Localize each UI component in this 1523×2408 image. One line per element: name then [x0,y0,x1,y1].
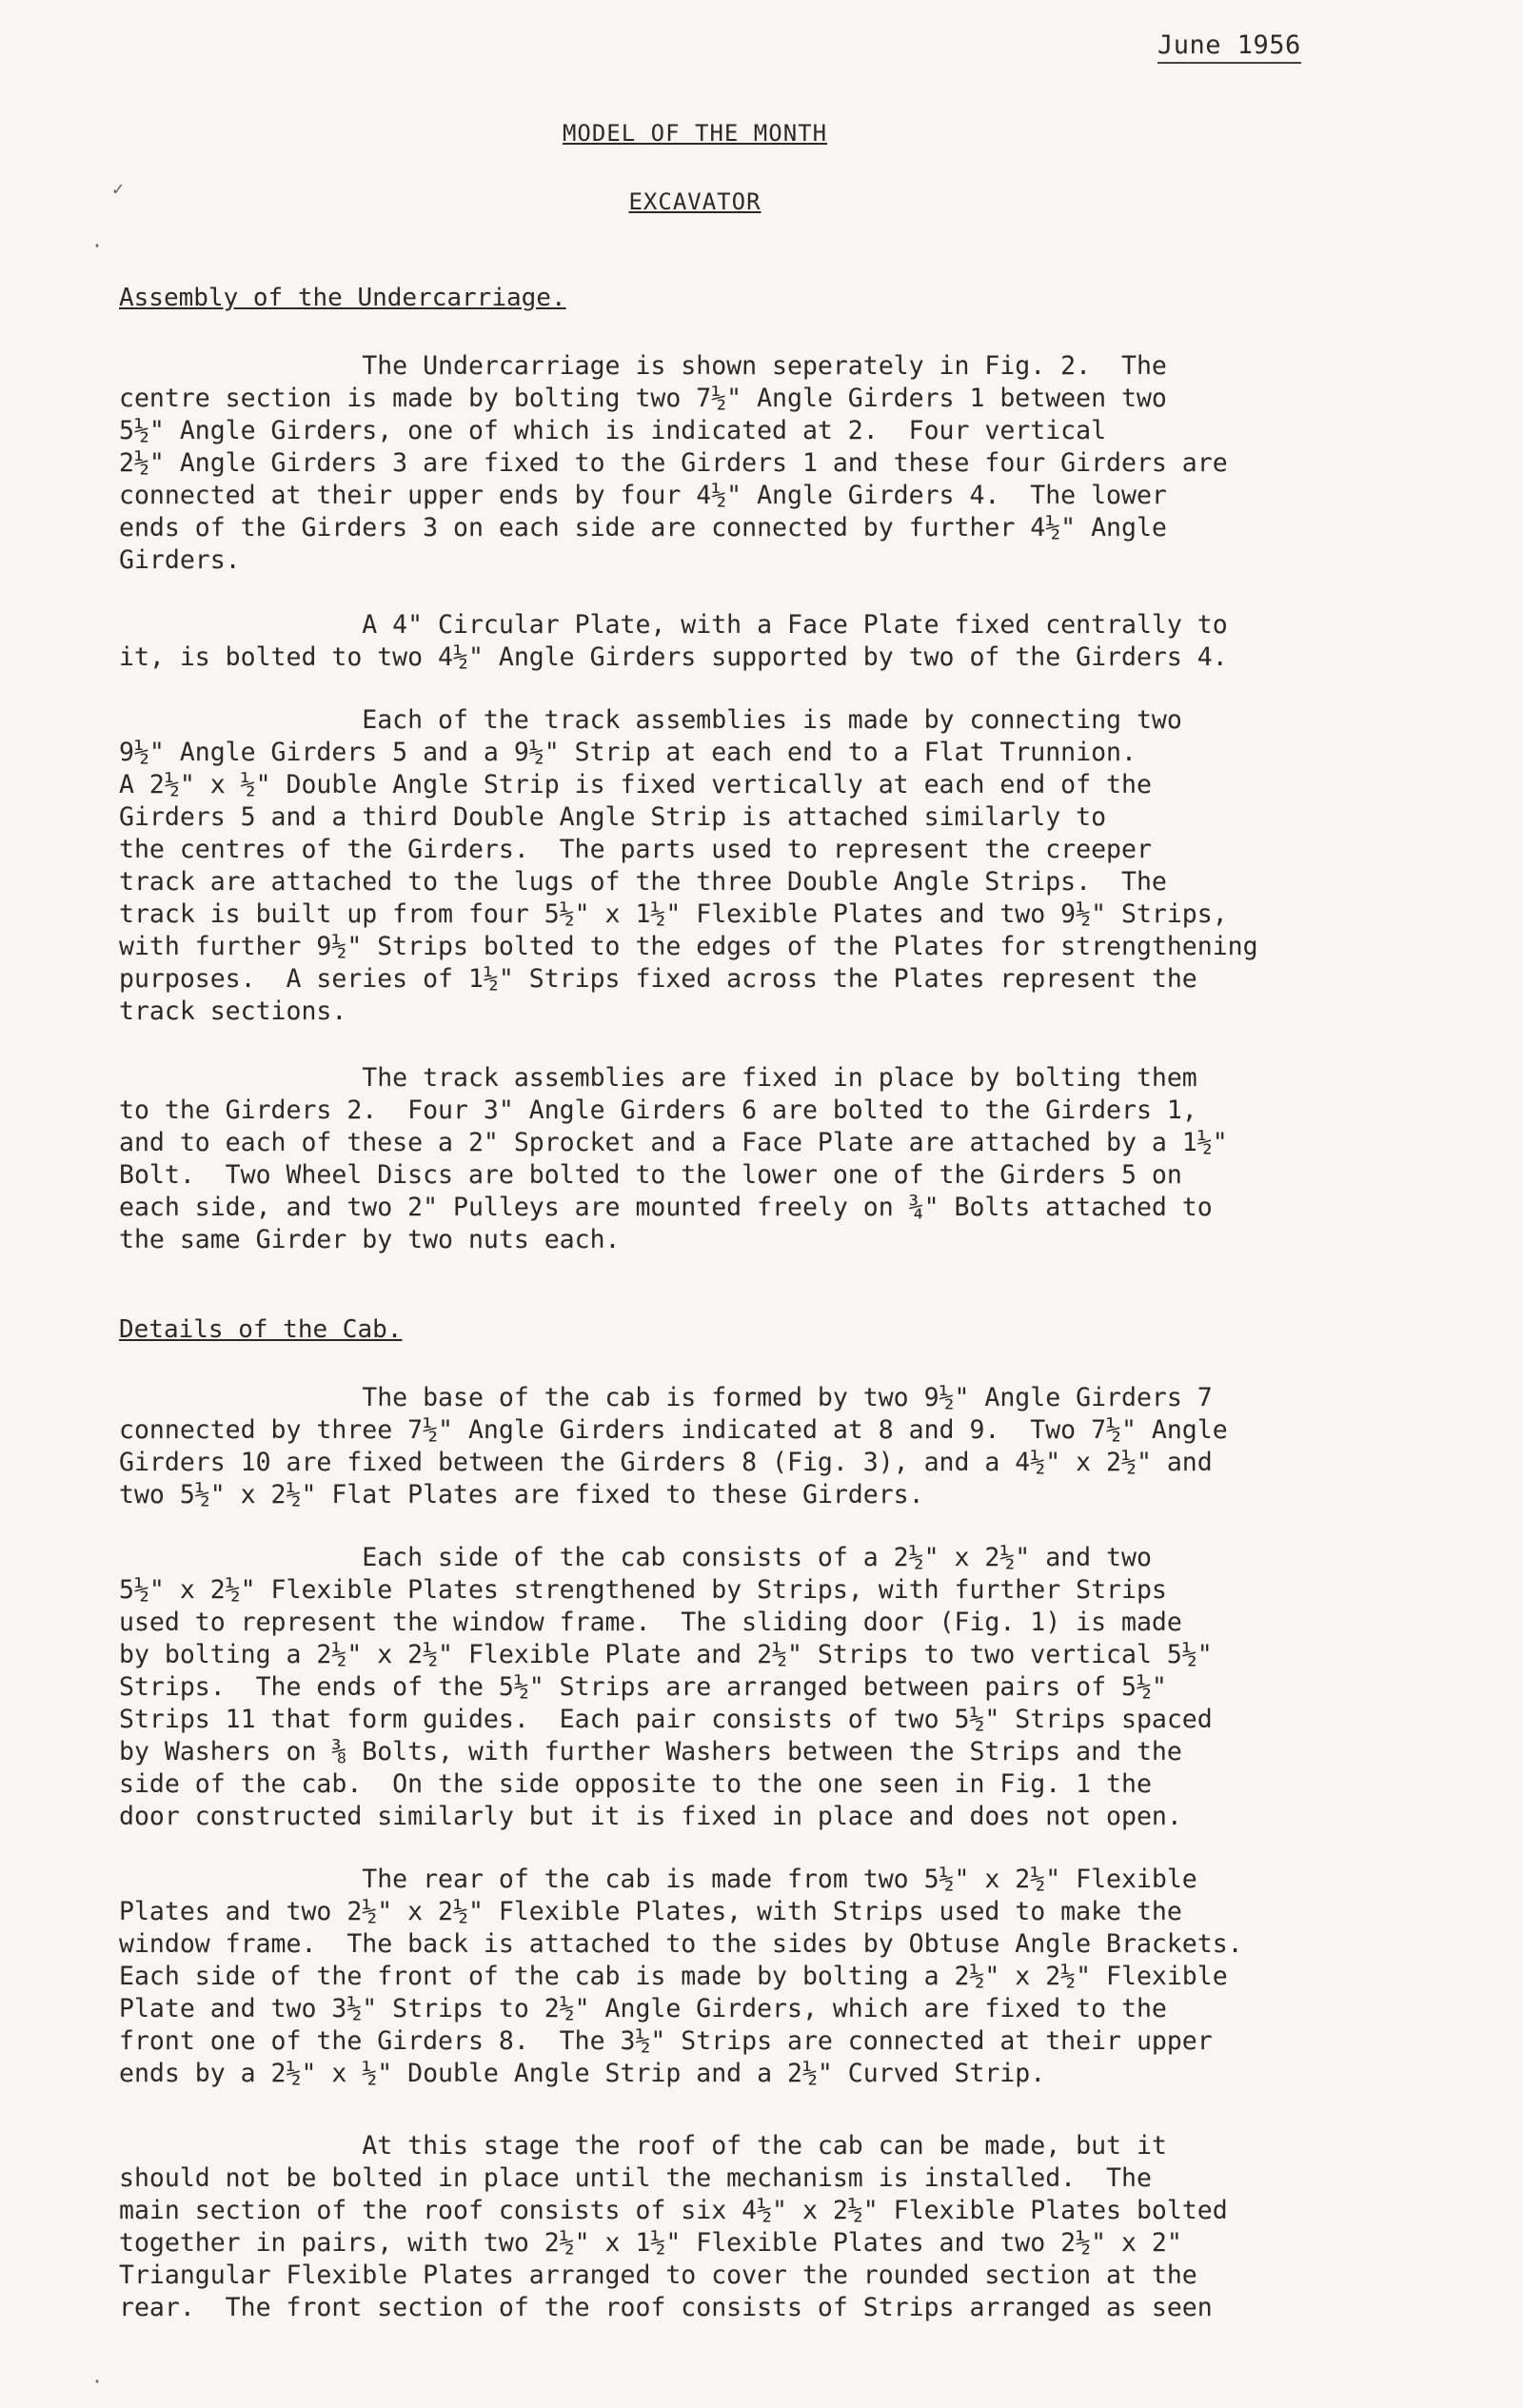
text-line: The Undercarriage is shown seperately in Fig. 2. The [119,351,1167,381]
text-line: ends by a 2½" x ½" Double Angle Strip and a 2½" Curved Strip. [119,2059,1046,2088]
paragraph [119,704,1347,1028]
paragraph [119,1382,1347,1511]
paragraph [119,1864,1347,2090]
text-line: should not be bolted in place until the mechanism is installed. The [119,2163,1152,2193]
text-line: with further 9½" Strips bolted to the edges of the Plates for strengthening [119,932,1258,961]
text-line: used to represent the window frame. The sliding door (Fig. 1) is made [119,1608,1182,1637]
document-date: June 1956 [1157,30,1301,64]
text-line: and to each of these a 2" Sprocket and a Face Plate are attached by a 1½" [119,1128,1228,1157]
text-line: the same Girder by two nuts each. [119,1225,621,1254]
paper-speck-mark: · [91,234,104,257]
text-line: Girders 10 are fixed between the Girders 8 (Fig. 3), and a 4½" x 2½" and [119,1448,1213,1477]
text-line: window frame. The back is attached to the sides by Obtuse Angle Brackets. [119,1929,1243,1959]
text-line: Bolt. Two Wheel Discs are bolted to the lower one of the Girders 5 on [119,1160,1182,1190]
text-line: The base of the cab is formed by two 9½" Angle Girders 7 [119,1383,1213,1412]
text-line: to the Girders 2. Four 3" Angle Girders 6 are bolted to the Girders 1, [119,1095,1197,1125]
document-title: MODEL OF THE MONTH [562,120,828,147]
text-line: Girders. [119,545,241,575]
text-line: by Washers on ⅜ Bolts, with further Washers between the Strips and the [119,1737,1182,1767]
text-line: 2½" Angle Girders 3 are fixed to the Girders 1 and these four Girders are [119,448,1228,478]
text-line: centre section is made by bolting two 7½" Angle Girders 1 between two [119,384,1167,413]
document-subtitle: EXCAVATOR [628,188,762,215]
text-line: door constructed similarly but it is fixed in place and does not open. [119,1802,1182,1831]
text-line: side of the cab. On the side opposite to the one seen in Fig. 1 the [119,1769,1152,1799]
text-line: purposes. A series of 1½" Strips fixed across the Plates represent the [119,964,1197,994]
text-line: Triangular Flexible Plates arranged to cover the rounded section at the [119,2260,1197,2290]
text-line: it, is bolted to two 4½" Angle Girders supported by two of the Girders 4. [119,642,1228,672]
text-line: two 5½" x 2½" Flat Plates are fixed to these Girders. [119,1480,924,1510]
text-line: Plate and two 3½" Strips to 2½" Angle Girders, which are fixed to the [119,1994,1167,2023]
text-line: Girders 5 and a third Double Angle Strip is attached similarly to [119,802,1107,832]
text-line: the centres of the Girders. The parts used to represent the creeper [119,835,1152,864]
section-heading-cab: Details of the Cab. [119,1315,403,1344]
paper-speck-mark: · [91,2370,104,2393]
text-line: front one of the Girders 8. The 3½" Strips are connected at their upper [119,2026,1213,2056]
text-line: 5½" Angle Girders, one of which is indicated at 2. Four vertical [119,416,1107,445]
text-line: Strips 11 that form guides. Each pair consists of two 5½" Strips spaced [119,1705,1213,1734]
text-line: connected at their upper ends by four 4½" Angle Girders 4. The lower [119,481,1167,510]
paragraph [119,609,1347,674]
paragraph [119,1062,1347,1256]
paragraph [119,2130,1347,2324]
text-line: main section of the roof consists of six 4½" x 2½" Flexible Plates bolted [119,2196,1228,2225]
text-line: track is built up from four 5½" x 1½" Flexible Plates and two 9½" Strips, [119,899,1228,929]
paragraph [119,350,1347,577]
text-line: track are attached to the lugs of the three Double Angle Strips. The [119,867,1167,897]
text-line: The track assemblies are fixed in place by bolting them [119,1063,1197,1093]
text-line: 5½" x 2½" Flexible Plates strengthened by Strips, with further Strips [119,1575,1167,1605]
text-line: connected by three 7½" Angle Girders indicated at 8 and 9. Two 7½" Angle [119,1415,1228,1445]
text-line: A 2½" x ½" Double Angle Strip is fixed vertically at each end of the [119,770,1152,799]
text-line: 9½" Angle Girders 5 and a 9½" Strip at each end to a Flat Trunnion. [119,738,1137,767]
text-line: each side, and two 2" Pulleys are mounted freely on ¾" Bolts attached to [119,1193,1213,1222]
paper-speck-mark: ✓ [112,177,125,200]
text-line: A 4" Circular Plate, with a Face Plate fixed centrally to [119,610,1228,640]
text-line: together in pairs, with two 2½" x 1½" Flexible Plates and two 2½" x 2" [119,2228,1182,2258]
text-line: track sections. [119,997,347,1026]
text-line: Strips. The ends of the 5½" Strips are arranged between pairs of 5½" [119,1672,1167,1702]
paragraph [119,1542,1347,1833]
text-line: rear. The front section of the roof consists of Strips arranged as seen [119,2293,1213,2322]
text-line: Each of the track assemblies is made by connecting two [119,705,1182,735]
text-line: by bolting a 2½" x 2½" Flexible Plate and 2½" Strips to two vertical 5½" [119,1640,1213,1669]
text-line: At this stage the roof of the cab can be made, but it [119,2131,1167,2161]
text-line: Each side of the front of the cab is made by bolting a 2½" x 2½" Flexible [119,1962,1228,1991]
section-heading-undercarriage: Assembly of the Undercarriage. [119,284,566,312]
text-line: Plates and two 2½" x 2½" Flexible Plates, with Strips used to make the [119,1897,1182,1926]
text-line: ends of the Girders 3 on each side are connected by further 4½" Angle [119,513,1167,543]
text-line: The rear of the cab is made from two 5½" x 2½" Flexible [119,1865,1197,1894]
text-line: Each side of the cab consists of a 2½" x 2½" and two [119,1543,1152,1572]
